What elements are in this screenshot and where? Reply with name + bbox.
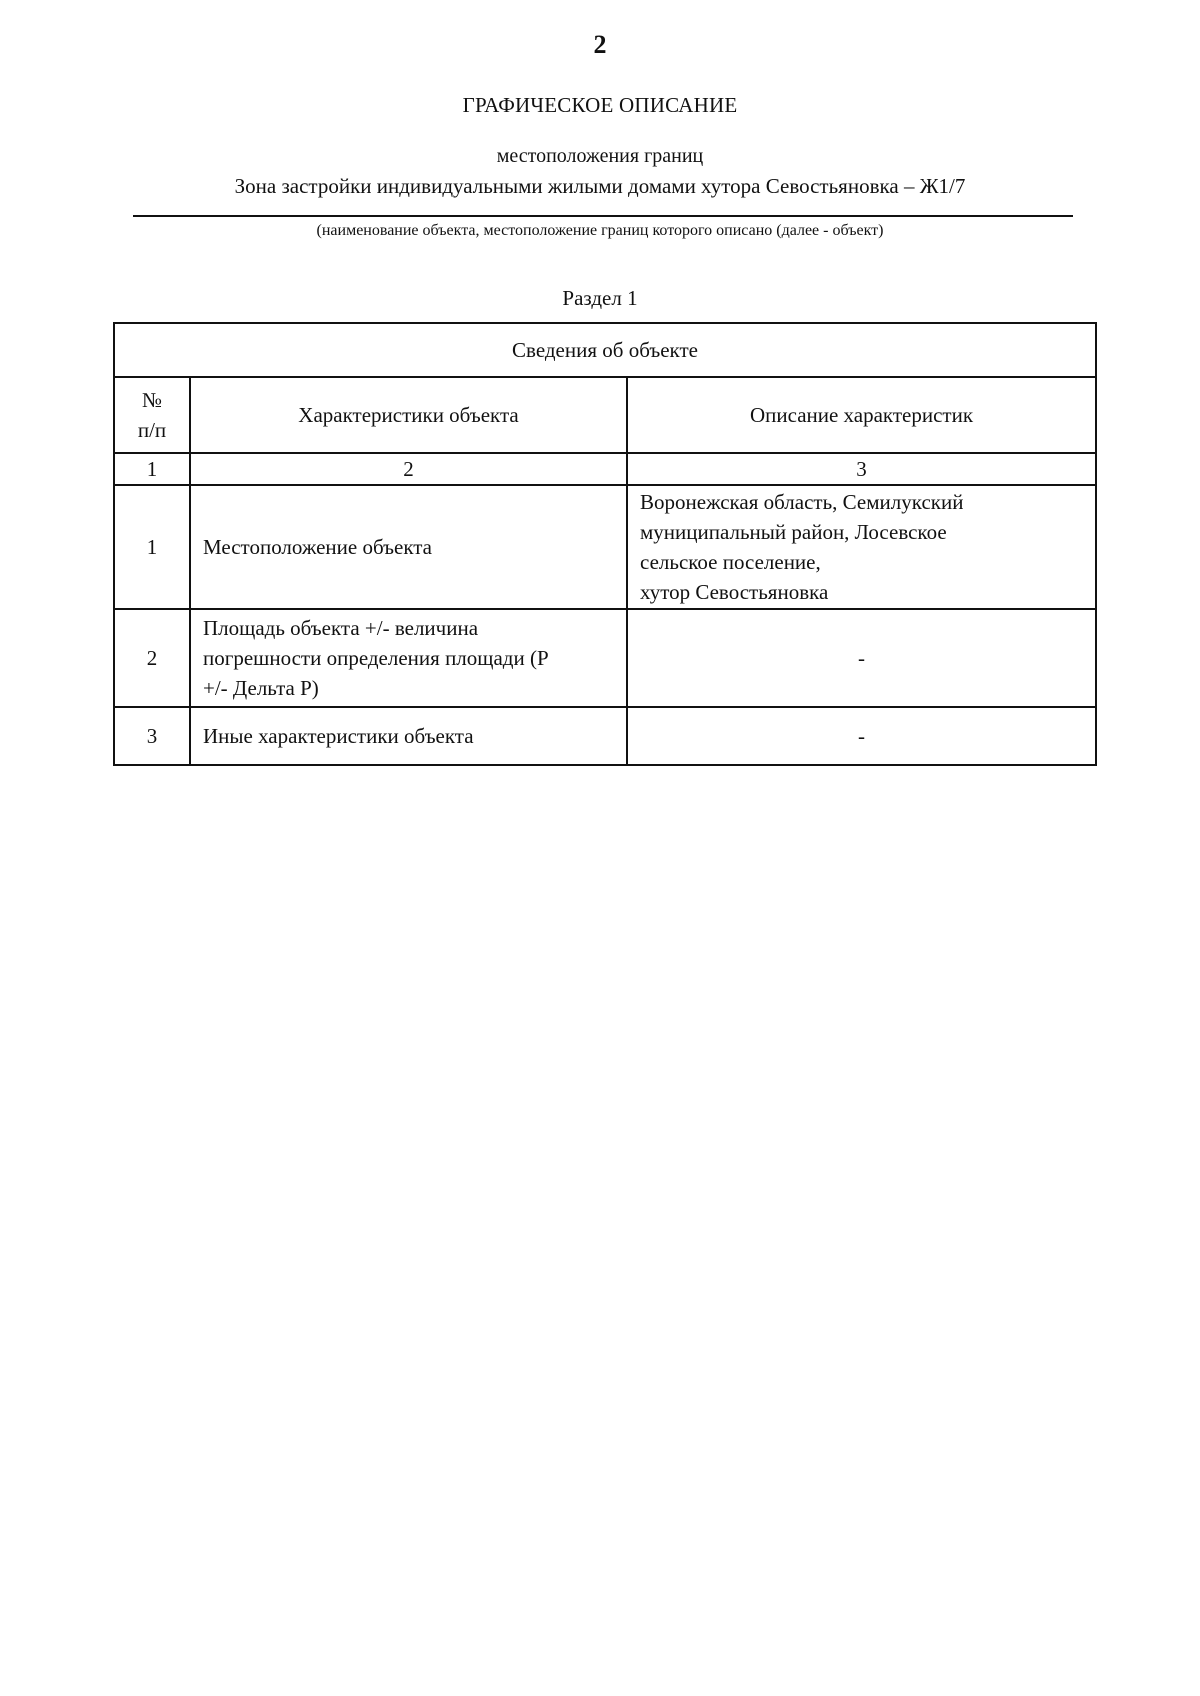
column-number: 1 [114, 453, 190, 485]
table-row [114, 485, 1096, 609]
header-characteristics: Характеристики объекта [190, 377, 627, 453]
object-name: Зона застройки индивидуальными жилыми домами хутора Севостьяновка – Ж1/7 [234, 174, 966, 198]
document-title: ГРАФИЧЕСКОЕ ОПИСАНИЕ [462, 93, 738, 117]
row-characteristic: Местоположение объекта [190, 485, 627, 609]
column-number: 3 [627, 453, 1096, 485]
table-row [114, 707, 1096, 765]
document-subtitle: местоположения границ [496, 145, 704, 167]
object-name-underline [133, 215, 1073, 217]
row-description: Воронежская область, Семилукский муниципальный район, Лосевское сельское поселение, хутор Севостьяновка [627, 485, 1096, 609]
page-number: 2 [593, 30, 607, 59]
row-number: 3 [114, 707, 190, 765]
column-number: 2 [190, 453, 627, 485]
row-number: 1 [114, 485, 190, 609]
object-caption: (наименование объекта, местоположение границ которого описано (далее - объект) [316, 222, 884, 239]
row-description: - [627, 707, 1096, 765]
header-description: Описание характеристик [627, 377, 1096, 453]
column-number-row [114, 453, 1096, 485]
row-characteristic: Иные характеристики объекта [190, 707, 627, 765]
object-info-table [113, 322, 1097, 766]
table-title: Сведения об объекте [114, 323, 1096, 377]
table-header-row [114, 377, 1096, 453]
section-label: Раздел 1 [562, 286, 638, 310]
row-number: 2 [114, 609, 190, 707]
table-row [114, 609, 1096, 707]
row-description: - [627, 609, 1096, 707]
row-characteristic: Площадь объекта +/- величина погрешности определения площади (Р +/- Дельта Р) [190, 609, 627, 707]
table-title-row [114, 323, 1096, 377]
header-number: № п/п [114, 377, 190, 453]
